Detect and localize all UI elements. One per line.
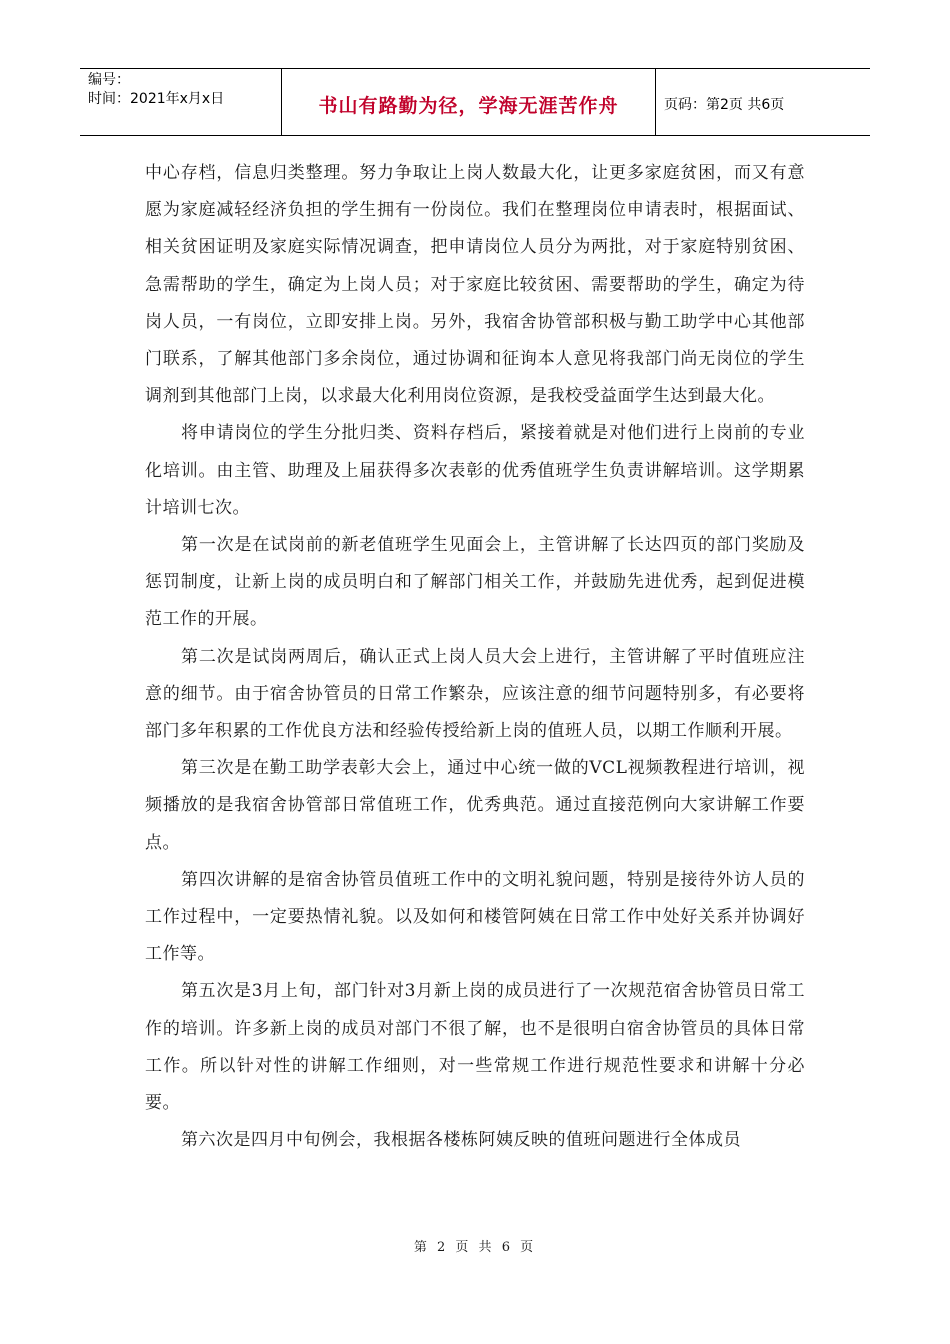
body-paragraph: 中心存档，信息归类整理。努力争取让上岗人数最大化，让更多家庭贫困，而又有意愿为家庭减轻经济负担的学生拥有一份岗位。我们在整理岗位申请表时，根据面试、相关贫困证明及家庭实际情况调查，把申请岗位人员分为两批，对于家庭特别贫困、急需帮助的学生，确定为上岗人员；对于家庭比较贫困、需要帮助的学生，确定为待岗人员，一有岗位，立即安排上岗。另外，我宿舍协管部积极与勤工助学中心其他部门联系，了解其他部门多余岗位，通过协调和征询本人意见将我部门尚无岗位的学生调剂到其他部门上岗，以求最大化利用岗位资源，是我校受益面学生达到最大化。: [145, 163, 805, 407]
body-paragraph: 第六次是四月中旬例会，我根据各楼栋阿姨反映的值班问题进行全体成员: [181, 1130, 741, 1151]
page-footer: 第 2 页 共 6 页: [413, 1240, 537, 1255]
document-date-label: 时间：2021年x月x日: [88, 91, 225, 107]
document-body: [145, 155, 805, 1159]
header-meta: [80, 69, 282, 135]
body-paragraph: 第三次是在勤工助学表彰大会上，通过中心统一做的VCL视频教程进行培训，视频播放的是我宿舍协管部日常值班工作，优秀典范。通过直接范例向大家讲解工作要点。: [145, 758, 805, 853]
page-header: [80, 68, 870, 136]
header-page-info: 页码：第2页 共6页: [664, 97, 785, 113]
body-paragraph: 第二次是试岗两周后，确认正式上岗人员大会上进行，主管讲解了平时值班应注意的细节。由于宿舍协管员的日常工作繁杂，应该注意的细节问题特别多，有必要将部门多年积累的工作优良方法和经验传授给新上岗的值班人员，以期工作顺利开展。: [145, 646, 805, 742]
document-number-label: 编号：: [88, 72, 130, 88]
body-paragraph: 第一次是在试岗前的新老值班学生见面会上，主管讲解了长达四页的部门奖励及惩罚制度，让新上岗的成员明白和了解部门相关工作，并鼓励先进优秀，起到促进模范工作的开展。: [145, 535, 805, 630]
body-paragraph: 第四次讲解的是宿舍协管员值班工作中的文明礼貌问题，特别是接待外访人员的工作过程中，一定要热情礼貌。以及如何和楼管阿姨在日常工作中处好关系并协调好工作等。: [145, 869, 805, 965]
header-motto: 书山有路勤为径，学海无涯苦作舟: [282, 69, 656, 135]
body-paragraph: 将申请岗位的学生分批归类、资料存档后，紧接着就是对他们进行上岗前的专业化培训。由主管、助理及上届获得多次表彰的优秀值班学生负责讲解培训。这学期累计培训七次。: [145, 423, 805, 518]
body-paragraph: 第五次是3月上旬，部门针对3月新上岗的成员进行了一次规范宿舍协管员日常工作的培训。许多新上岗的成员对部门不很了解，也不是很明白宿舍协管员的具体日常工作。所以针对性的讲解工作细则，对一些常规工作进行规范性要求和讲解十分必要。: [145, 981, 805, 1114]
